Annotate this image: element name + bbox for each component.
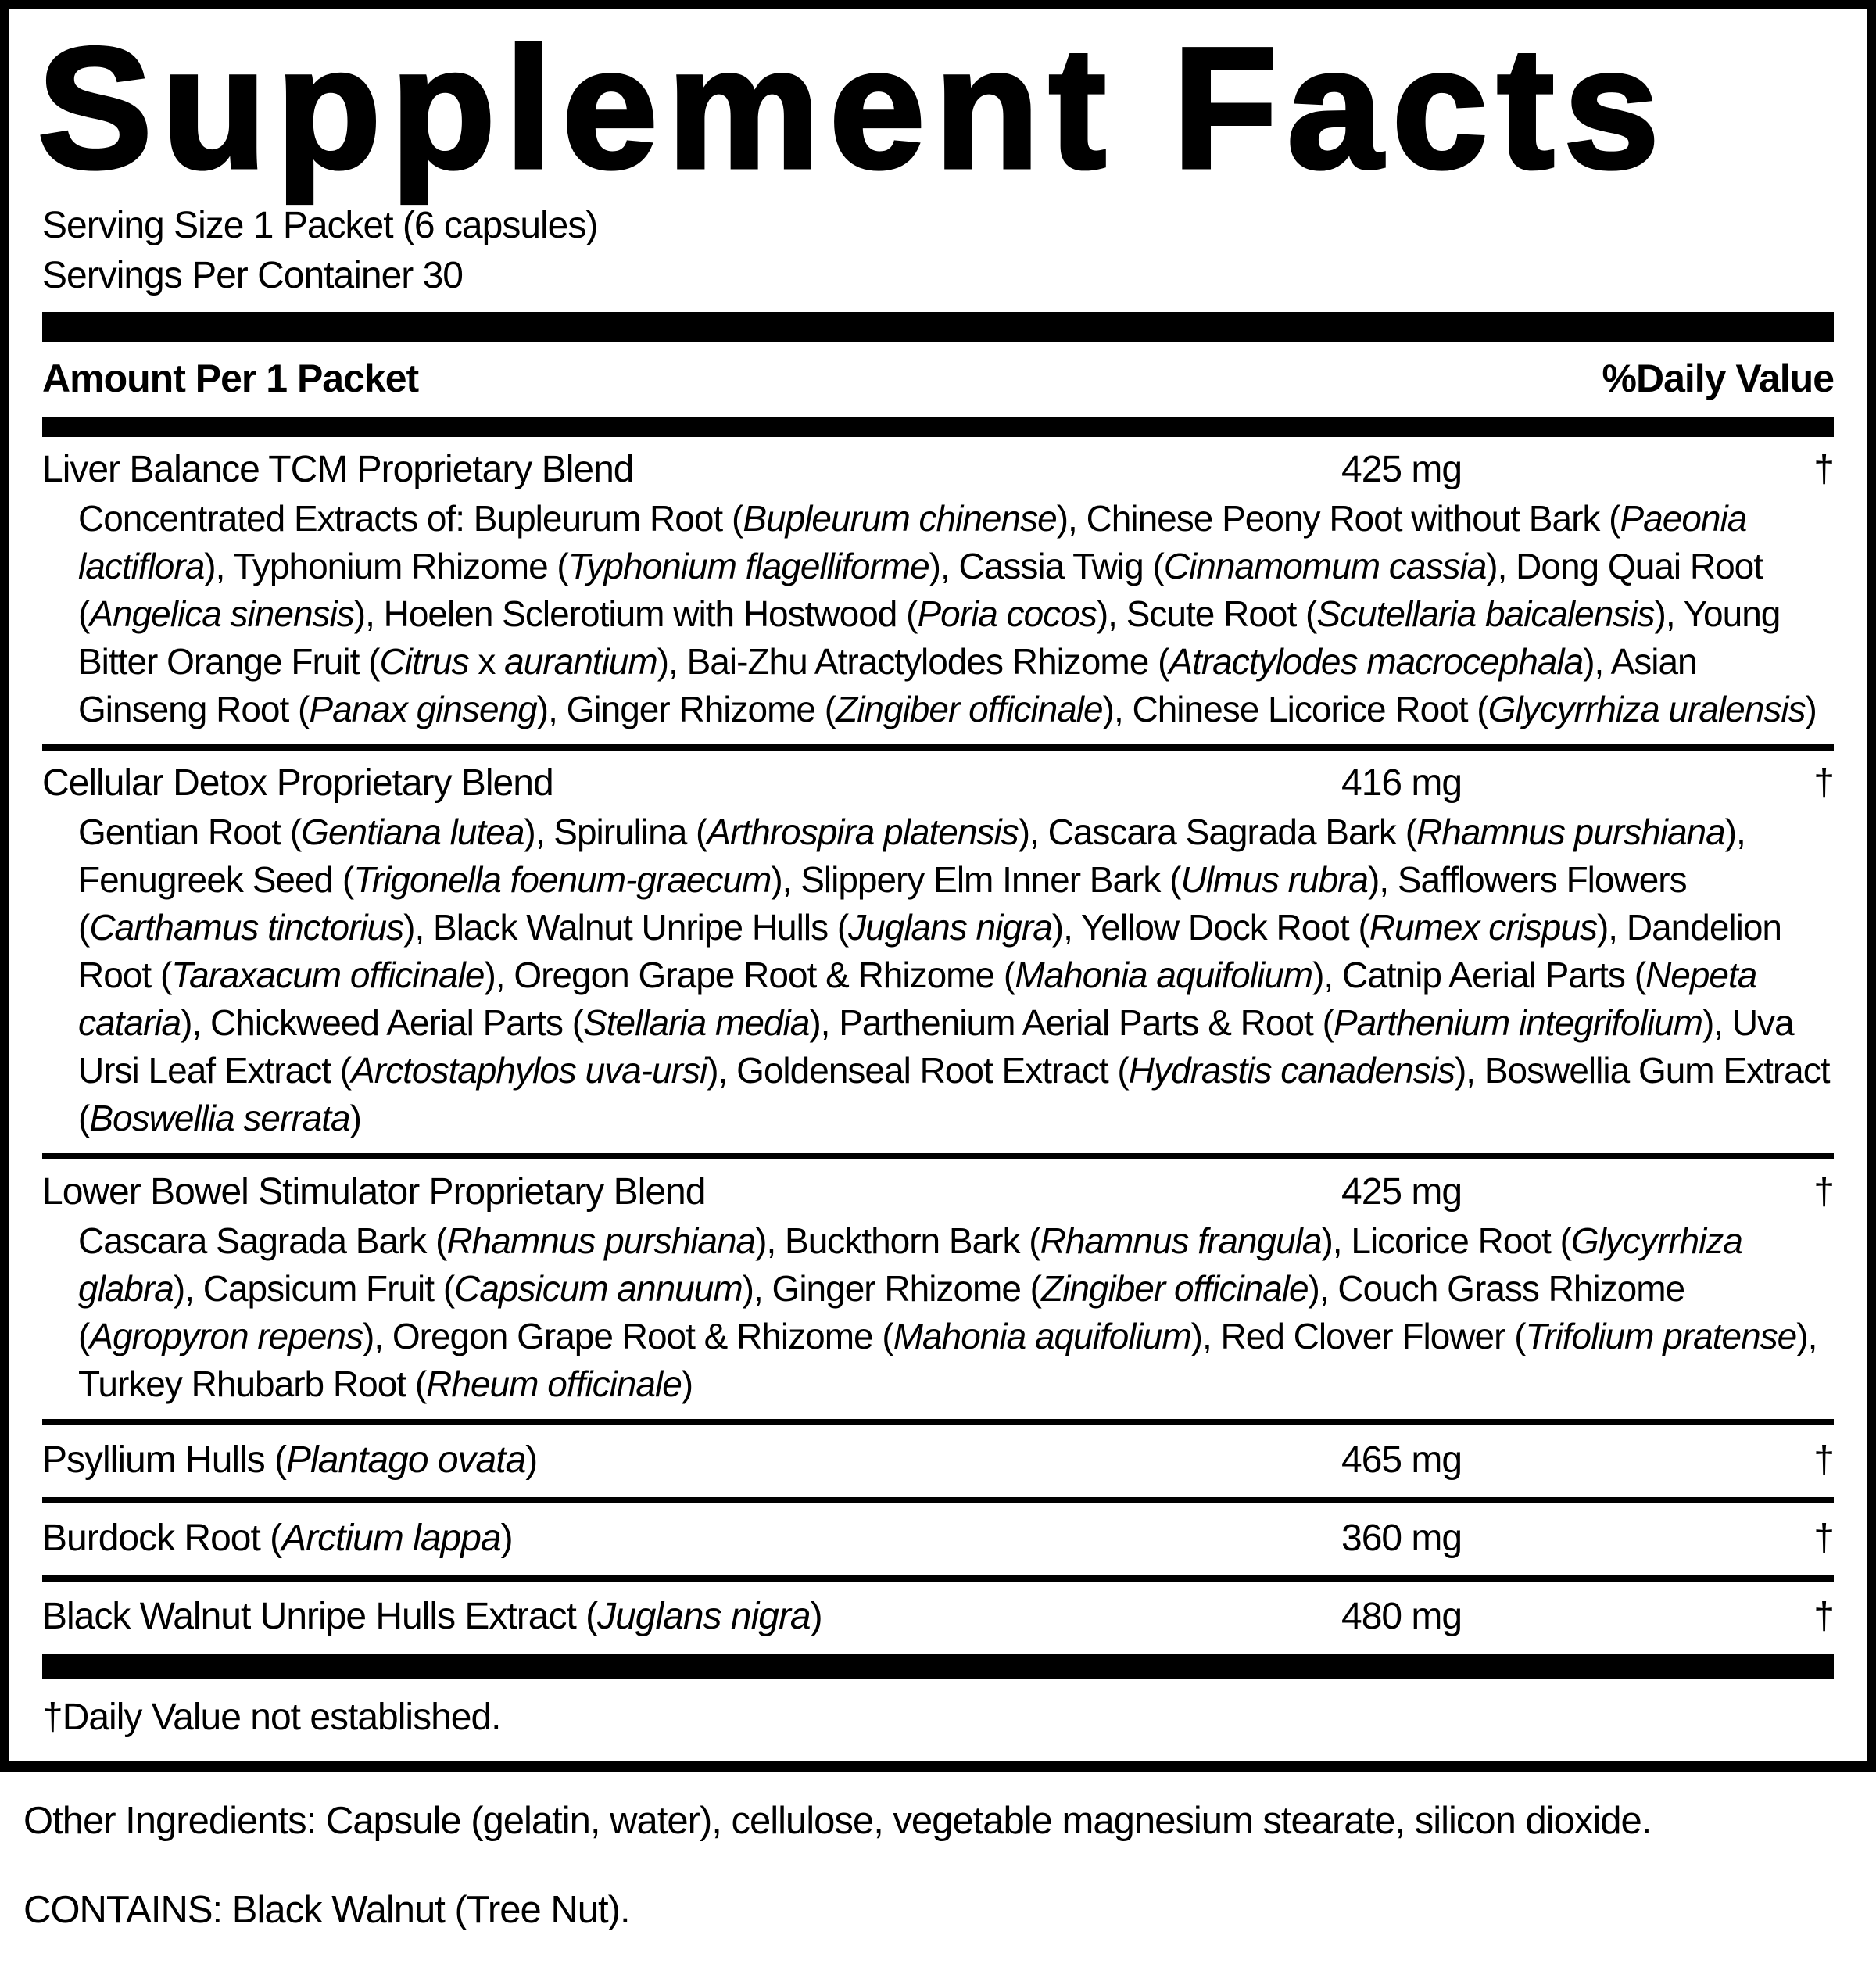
blend-row [42,1169,1834,1216]
blend-name: Lower Bowel Stimulator Proprietary Blend [42,1171,706,1213]
blend-section-liver-balance [42,437,1834,744]
ingredient-daily-value: † [1813,1439,1834,1481]
blend-amount: 416 mg [1341,762,1462,804]
blend-ingredients: Gentian Root (Gentiana lutea), Spirulina (Arthrospira platensis), Cascara Sagrada Bark (Rhamnus purshiana), Fenugreek Seed (Trigonella foenum-graecum), Slippery Elm Inner Bark (Ulmus rubra), Safflowers Flowers (Carthamus tinctorius), Black Walnut Unripe Hulls (Juglans nigra), Yellow Dock Root (Rumex crispus), Dandelion Root (Taraxacum officinale), Oregon Grape Root & Rhizome (Mahonia aquifolium), Catnip Aerial Parts (Nepeta cataria), Chickweed Aerial Parts (Stellaria media), Parthenium Aerial Parts & Root (Parthenium integrifolium), Uva Ursi Leaf Extract (Arctostaphylos uva-ursi), Goldenseal Root Extract (Hydrastis canadensis), Boswellia Gum Extract (Boswellia serrata) [78,812,1830,1138]
column-header-row [42,342,1834,417]
page-title: Supplement Facts [38,12,1669,204]
ingredient-name: Black Walnut Unripe Hulls Extract (Juglans nigra) [42,1596,822,1637]
ingredient-row-psyllium-hulls [42,1425,1834,1497]
other-ingredients-statement: Other Ingredients: Capsule (gelatin, water), cellulose, vegetable magnesium stearate, silicon dioxide. [23,1800,1652,1842]
ingredient-amount: 360 mg [1341,1518,1462,1559]
row-separator [42,1153,1834,1159]
ingredient-daily-value: † [1813,1518,1834,1559]
blend-amount: 425 mg [1341,1171,1462,1213]
ingredient-row-black-walnut [42,1582,1834,1654]
blend-ingredients: Cascara Sagrada Bark (Rhamnus purshiana), Buckthorn Bark (Rhamnus frangula), Licorice Root (Glycyrrhiza glabra), Capsicum Fruit (Capsicum annuum), Ginger Rhizome (Zingiber officinale), Couch Grass Rhizome (Agropyron repens), Oregon Grape Root & Rhizome (Mahonia aquifolium), Red Clover Flower (Trifolium pratense), Turkey Rhubarb Root (Rheum officinale) [78,1220,1817,1404]
row-separator [42,744,1834,751]
blend-daily-value: † [1813,1171,1834,1213]
blend-name: Cellular Detox Proprietary Blend [42,762,553,804]
ingredient-amount: 465 mg [1341,1439,1462,1481]
blend-daily-value: † [1813,449,1834,490]
thick-divider-footnote [42,1654,1834,1679]
servings-per-container-line: Servings Per Container 30 [42,255,463,296]
amount-column-header: Amount Per 1 Packet [42,357,419,400]
ingredient-daily-value: † [1813,1596,1834,1637]
below-panel-text [0,1772,1876,1934]
blend-row [42,760,1834,807]
allergen-contains-statement: CONTAINS: Black Walnut (Tree Nut). [23,1889,630,1931]
blend-daily-value: † [1813,762,1834,804]
medium-divider-header [42,417,1834,437]
ingredient-row-burdock-root [42,1503,1834,1575]
ingredient-name: Psyllium Hulls (Plantago ovata) [42,1439,538,1481]
row-separator [42,1497,1834,1503]
row-separator [42,1419,1834,1425]
daily-value-column-header: %Daily Value [1602,357,1834,400]
row-separator [42,1575,1834,1582]
thick-divider-top [42,312,1834,342]
blend-section-lower-bowel [42,1159,1834,1419]
ingredient-amount: 480 mg [1341,1596,1462,1637]
blend-ingredients: Concentrated Extracts of: Bupleurum Root (Bupleurum chinense), Chinese Peony Root without Bark (Paeonia lactiflora), Typhonium Rhizome (Typhonium flagelliforme), Cassia Twig (Cinnamomum cassia), Dong Quai Root (Angelica sinensis), Hoelen Sclerotium with Hostwood (Poria cocos), Scute Root (Scutellaria baicalensis), Young Bitter Orange Fruit (Citrus x aurantium), Bai-Zhu Atractylodes Rhizome (Atractylodes macrocephala), Asian Ginseng Root (Panax ginseng), Ginger Rhizome (Zingiber officinale), Chinese Licorice Root (Glycyrrhiza uralensis) [78,498,1817,729]
daily-value-footnote: †Daily Value not established. [42,1697,501,1738]
ingredient-name: Burdock Root (Arctium lappa) [42,1518,513,1559]
blend-section-cellular-detox [42,751,1834,1153]
serving-size-line: Serving Size 1 Packet (6 capsules) [42,205,598,246]
blend-amount: 425 mg [1341,449,1462,490]
blend-name: Liver Balance TCM Proprietary Blend [42,449,634,490]
blend-row [42,446,1834,493]
